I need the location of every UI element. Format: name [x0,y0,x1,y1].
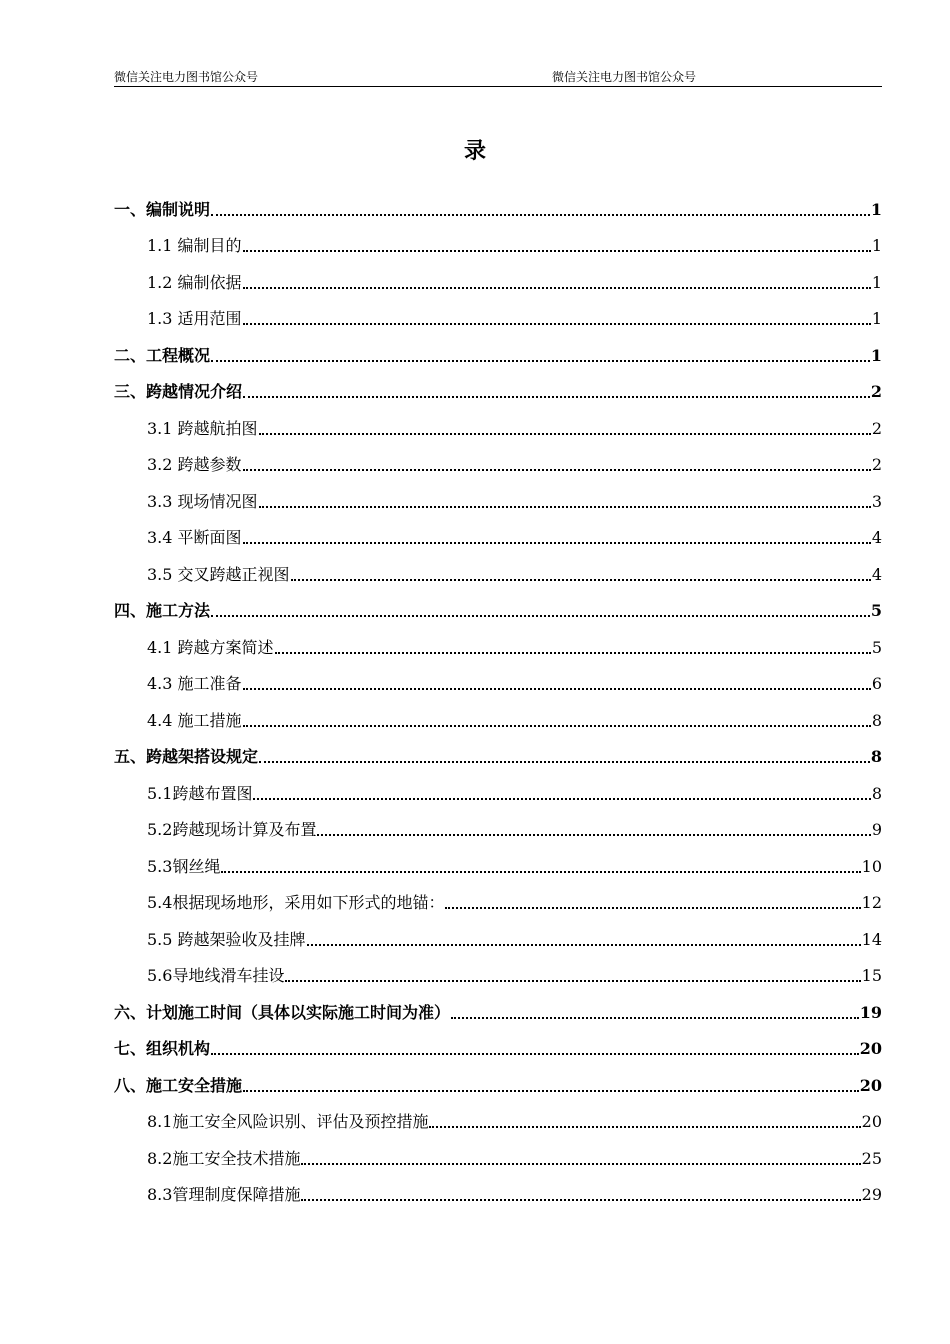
toc-entry[interactable] [114,1096,882,1133]
toc-entry[interactable] [114,840,882,877]
toc-entry-page-number: 8 [871,710,882,730]
toc-entry-page-number: 6 [871,674,882,693]
toc-entry-label: 3.1 跨越航拍图 [147,418,258,438]
toc-entry-label: 8.1施工安全风险识别、评估及预控措施 [147,1112,429,1131]
toc-leader-dots [243,688,871,690]
toc-entry-page-number: 2 [871,418,882,438]
toc-entry-label: 1.2 编制依据 [147,272,242,292]
toc-entry-page-number: 1 [870,345,882,365]
toc-entry-label: 5.3钢丝绳 [147,856,221,876]
toc-entry-label: 5.4根据现场地形，采用如下形式的地锚： [147,893,445,912]
toc-entry[interactable] [114,1023,882,1060]
toc-leader-dots [243,469,871,471]
toc-entry-page-number: 8 [871,783,882,803]
toc-entry[interactable] [114,256,882,293]
toc-entry-page-number: 25 [861,1148,882,1168]
toc-entry-label: 1.1 编制目的 [147,236,242,255]
toc-title: 录 [463,138,486,164]
toc-entry-page-number: 4 [871,528,882,547]
toc-entry[interactable] [114,621,882,658]
toc-entry-label: 5.2跨越现场计算及布置 [147,820,317,839]
toc-entry-label: 八、施工安全措施 [114,1075,243,1095]
toc-entry-label: 1.3 适用范围 [147,309,242,328]
toc-entry-page-number: 14 [861,929,882,949]
toc-entry-page-number: 8 [870,747,882,766]
toc-leader-dots [259,433,871,435]
toc-entry-page-number: 15 [861,966,882,985]
toc-entry[interactable] [114,293,882,330]
toc-entry-page-number: 19 [859,1002,882,1022]
toc-entry-page-number: 1 [871,236,882,255]
toc-entry-label: 8.2施工安全技术措施 [147,1148,301,1168]
toc-leader-dots [211,214,870,216]
toc-leader-dots [259,506,871,508]
toc-entry-page-number: 1 [871,309,882,328]
toc-entry[interactable] [114,804,882,841]
toc-entry[interactable] [114,1059,882,1096]
toc-entry[interactable] [114,329,882,366]
toc-leader-dots [243,250,871,252]
toc-entry-label: 四、施工方法 [114,601,211,620]
toc-leader-dots [301,1163,860,1165]
toc-leader-dots [317,834,870,836]
toc-entry[interactable] [114,366,882,403]
toc-leader-dots [285,980,860,982]
toc-leader-dots [275,652,871,654]
toc-entry[interactable] [114,402,882,439]
toc-entry-label: 5.1跨越布置图 [147,783,253,803]
toc-entry[interactable] [114,877,882,914]
toc-entry[interactable] [114,548,882,585]
toc-entry-page-number: 4 [871,564,882,584]
toc-entry-page-number: 1 [870,199,882,219]
toc-entry-page-number: 20 [859,1075,882,1095]
toc-leader-dots [301,1199,860,1201]
toc-entry-label: 3.5 交叉跨越正视图 [147,564,290,584]
toc-entry[interactable] [114,585,882,622]
toc-entry[interactable] [114,439,882,476]
header-left-text: 微信关注电力图书馆公众号 [114,70,259,84]
toc-leader-dots [211,615,870,617]
toc-entry-label: 5.5 跨越架验收及挂牌 [147,929,306,949]
toc-entry[interactable] [114,183,882,220]
toc-entry[interactable] [114,950,882,987]
toc-leader-dots [243,542,871,544]
toc-entry-page-number: 1 [871,272,882,292]
toc-entry-label: 三、跨越情况介绍 [114,382,243,401]
toc-entry[interactable] [114,731,882,768]
toc-leader-dots [211,1053,859,1055]
toc-entry-page-number: 10 [861,856,882,876]
toc-entry[interactable] [114,694,882,731]
toc-leader-dots [451,1017,859,1019]
toc-leader-dots [211,360,870,362]
toc-leader-dots [243,323,871,325]
toc-leader-dots [291,579,871,581]
toc-leader-dots [445,907,860,909]
toc-leader-dots [221,871,860,873]
toc-leader-dots [307,944,861,946]
toc-entry-page-number: 9 [871,820,882,839]
toc-entry[interactable] [114,1132,882,1169]
toc-leader-dots [243,396,870,398]
toc-entry-label: 一、编制说明 [114,199,211,219]
toc-leader-dots [259,761,870,763]
toc-entry[interactable] [114,767,882,804]
toc-entry-label: 4.4 施工措施 [147,710,242,730]
toc-entry-label: 3.2 跨越参数 [147,455,242,474]
toc-leader-dots [243,725,871,727]
toc-entry-page-number: 2 [871,455,882,474]
toc-entry-label: 4.3 施工准备 [147,674,242,693]
toc-entry[interactable] [114,220,882,257]
toc-leader-dots [253,798,870,800]
toc-entry[interactable] [114,1169,882,1206]
toc-entry-label: 七、组织机构 [114,1039,211,1058]
toc-entry[interactable] [114,913,882,950]
toc-entry-label: 五、跨越架搭设规定 [114,747,259,766]
toc-entry[interactable] [114,512,882,549]
toc-entry-page-number: 2 [870,382,882,401]
toc-entry-label: 3.3 现场情况图 [147,491,258,511]
toc-entry-label: 5.6导地线滑车挂设 [147,966,285,985]
toc-entry-label: 二、工程概况 [114,345,211,365]
toc-entry[interactable] [114,986,882,1023]
toc-entry-page-number: 5 [870,601,882,620]
table-of-contents [114,183,882,1205]
toc-entry[interactable] [114,658,882,695]
toc-leader-dots [243,287,871,289]
page-header [114,66,882,87]
toc-entry-page-number: 29 [861,1185,882,1204]
toc-entry[interactable] [114,475,882,512]
toc-leader-dots [429,1126,860,1128]
toc-entry-page-number: 3 [871,491,882,511]
toc-entry-page-number: 5 [871,637,882,657]
toc-entry-label: 3.4 平断面图 [147,528,242,547]
toc-entry-label: 六、计划施工时间（具体以实际施工时间为准） [114,1002,451,1022]
header-right-text: 微信关注电力图书馆公众号 [552,70,697,84]
toc-entry-label: 4.1 跨越方案简述 [147,637,274,657]
toc-entry-page-number: 12 [861,893,882,912]
toc-leader-dots [243,1090,859,1092]
toc-entry-page-number: 20 [859,1039,882,1058]
toc-entry-label: 8.3管理制度保障措施 [147,1185,301,1204]
toc-entry-page-number: 20 [861,1112,882,1131]
